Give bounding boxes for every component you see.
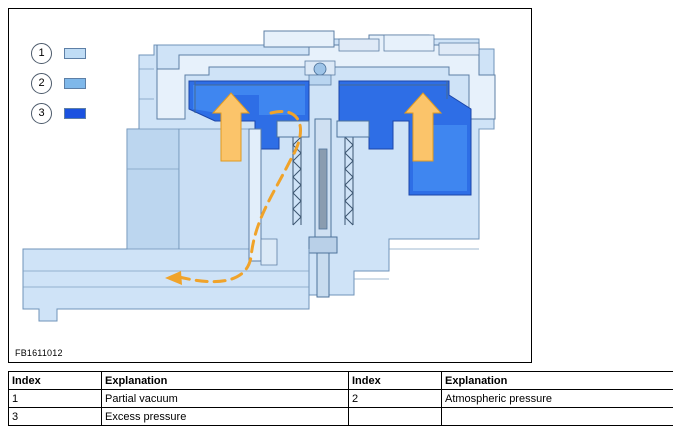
cell-explanation-2: Atmospheric pressure [442,390,673,408]
cell-index-2: 2 [349,390,442,408]
table-header-row [9,372,673,390]
legend-bullet-3: 3 [31,103,52,124]
index-table [8,371,673,426]
legend-item-2 [31,71,111,95]
cell-index-4 [349,408,442,426]
legend-bullet-1: 1 [31,43,52,64]
cell-explanation-1: Partial vacuum [102,390,349,408]
header-index-2: Index [349,372,442,390]
cell-explanation-3: Excess pressure [102,408,349,426]
header-index-1: Index [9,372,102,390]
cell-explanation-4 [442,408,673,426]
legend [31,41,111,131]
cell-index-3: 3 [9,408,102,426]
legend-swatch-1 [64,48,86,59]
legend-bullet-2: 2 [31,73,52,94]
table-row [9,390,673,408]
table-row [9,408,673,426]
legend-item-3 [31,101,111,125]
figure-code: FB1611012 [15,348,63,358]
figure-panel [8,8,532,363]
legend-swatch-2 [64,78,86,89]
header-explanation-2: Explanation [442,372,673,390]
header-explanation-1: Explanation [102,372,349,390]
legend-swatch-3 [64,108,86,119]
legend-item-1 [31,41,111,65]
cell-index-1: 1 [9,390,102,408]
